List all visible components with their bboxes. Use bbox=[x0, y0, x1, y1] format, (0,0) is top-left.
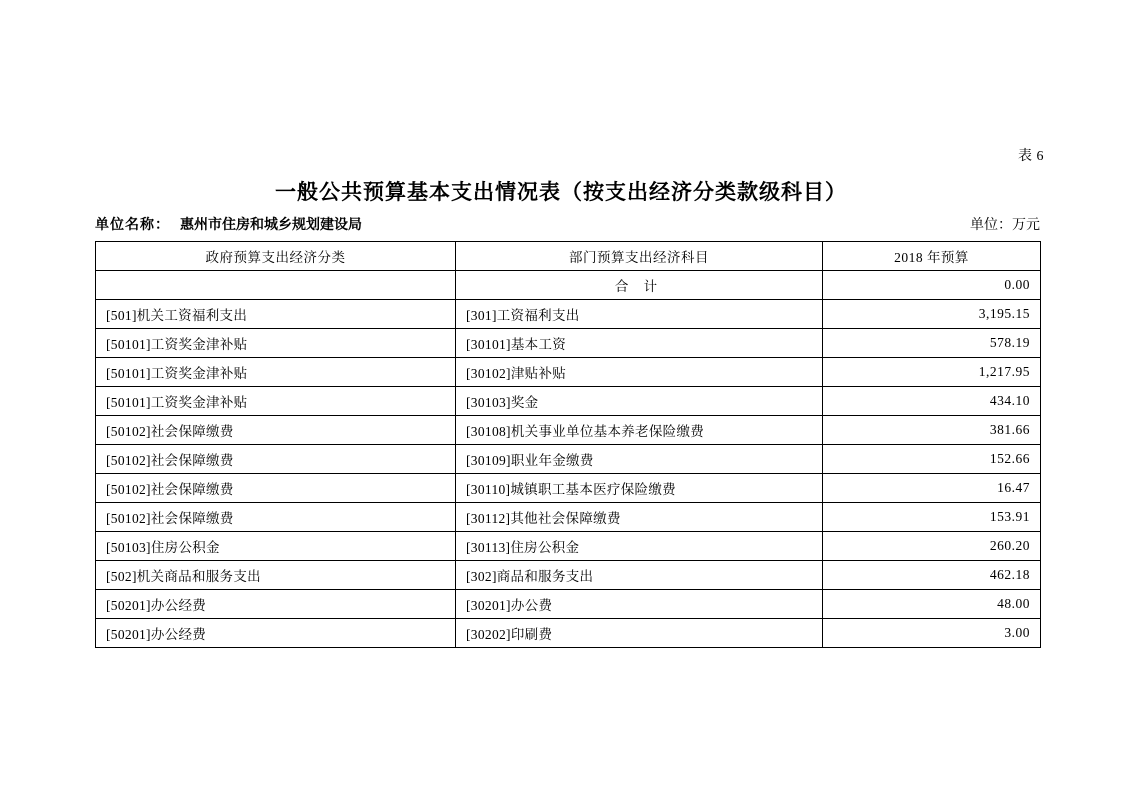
row-amount: 16.47 bbox=[823, 474, 1041, 503]
gov-category: [50102]社会保障缴费 bbox=[96, 416, 456, 445]
gov-category: [50102]社会保障缴费 bbox=[96, 445, 456, 474]
dept-category: [30103]奖金 bbox=[456, 387, 823, 416]
dept-category: [302]商品和服务支出 bbox=[456, 561, 823, 590]
gov-category: [50201]办公经费 bbox=[96, 619, 456, 648]
table-row bbox=[96, 387, 1041, 416]
table-row bbox=[96, 329, 1041, 358]
gov-category: [50101]工资奖金津补贴 bbox=[96, 387, 456, 416]
row-amount: 381.66 bbox=[823, 416, 1041, 445]
table-row bbox=[96, 300, 1041, 329]
table-header-row bbox=[96, 242, 1041, 271]
row-amount: 3.00 bbox=[823, 619, 1041, 648]
row-amount: 434.10 bbox=[823, 387, 1041, 416]
gov-category: [50101]工资奖金津补贴 bbox=[96, 358, 456, 387]
dept-category: [30101]基本工资 bbox=[456, 329, 823, 358]
column-header-dept: 部门预算支出经济科目 bbox=[456, 242, 823, 271]
gov-category: [50102]社会保障缴费 bbox=[96, 474, 456, 503]
total-amount: 0.00 bbox=[823, 271, 1041, 300]
meta-row bbox=[95, 214, 1040, 234]
table-body bbox=[96, 242, 1041, 648]
table-row bbox=[96, 445, 1041, 474]
row-amount: 3,195.15 bbox=[823, 300, 1041, 329]
table-row bbox=[96, 590, 1041, 619]
dept-category: [30102]津贴补贴 bbox=[456, 358, 823, 387]
dept-category: [301]工资福利支出 bbox=[456, 300, 823, 329]
gov-category: [50103]住房公积金 bbox=[96, 532, 456, 561]
dept-category: [30201]办公费 bbox=[456, 590, 823, 619]
table-total-row bbox=[96, 271, 1041, 300]
gov-category: [50102]社会保障缴费 bbox=[96, 503, 456, 532]
gov-category: [501]机关工资福利支出 bbox=[96, 300, 456, 329]
table-row bbox=[96, 619, 1041, 648]
row-amount: 48.00 bbox=[823, 590, 1041, 619]
dept-category: [30113]住房公积金 bbox=[456, 532, 823, 561]
table-row bbox=[96, 358, 1041, 387]
row-amount: 152.66 bbox=[823, 445, 1041, 474]
row-amount: 462.18 bbox=[823, 561, 1041, 590]
unit-name-group bbox=[95, 214, 362, 234]
table-row bbox=[96, 474, 1041, 503]
total-blank-cell bbox=[96, 271, 456, 300]
dept-category: [30202]印刷费 bbox=[456, 619, 823, 648]
budget-table bbox=[95, 241, 1041, 648]
table-row bbox=[96, 416, 1041, 445]
row-amount: 1,217.95 bbox=[823, 358, 1041, 387]
dept-category: [30110]城镇职工基本医疗保险缴费 bbox=[456, 474, 823, 503]
column-header-gov: 政府预算支出经济分类 bbox=[96, 242, 456, 271]
table-row bbox=[96, 503, 1041, 532]
gov-category: [50201]办公经费 bbox=[96, 590, 456, 619]
page-title: 一般公共预算基本支出情况表（按支出经济分类款级科目） bbox=[275, 180, 847, 204]
table-row bbox=[96, 561, 1041, 590]
row-amount: 260.20 bbox=[823, 532, 1041, 561]
table-row bbox=[96, 532, 1041, 561]
column-header-budget: 2018 年预算 bbox=[823, 242, 1041, 271]
unit-name-value: 惠州市住房和城乡规划建设局 bbox=[180, 218, 362, 233]
table-number: 表 6 bbox=[1018, 149, 1044, 164]
row-amount: 153.91 bbox=[823, 503, 1041, 532]
dept-category: [30112]其他社会保障缴费 bbox=[456, 503, 823, 532]
row-amount: 578.19 bbox=[823, 329, 1041, 358]
dept-category: [30109]职业年金缴费 bbox=[456, 445, 823, 474]
unit-name-label: 单位名称： bbox=[95, 218, 170, 233]
gov-category: [502]机关商品和服务支出 bbox=[96, 561, 456, 590]
gov-category: [50101]工资奖金津补贴 bbox=[96, 329, 456, 358]
dept-category: [30108]机关事业单位基本养老保险缴费 bbox=[456, 416, 823, 445]
total-label: 合 计 bbox=[456, 271, 823, 300]
unit-measure: 单位：万元 bbox=[970, 218, 1040, 233]
